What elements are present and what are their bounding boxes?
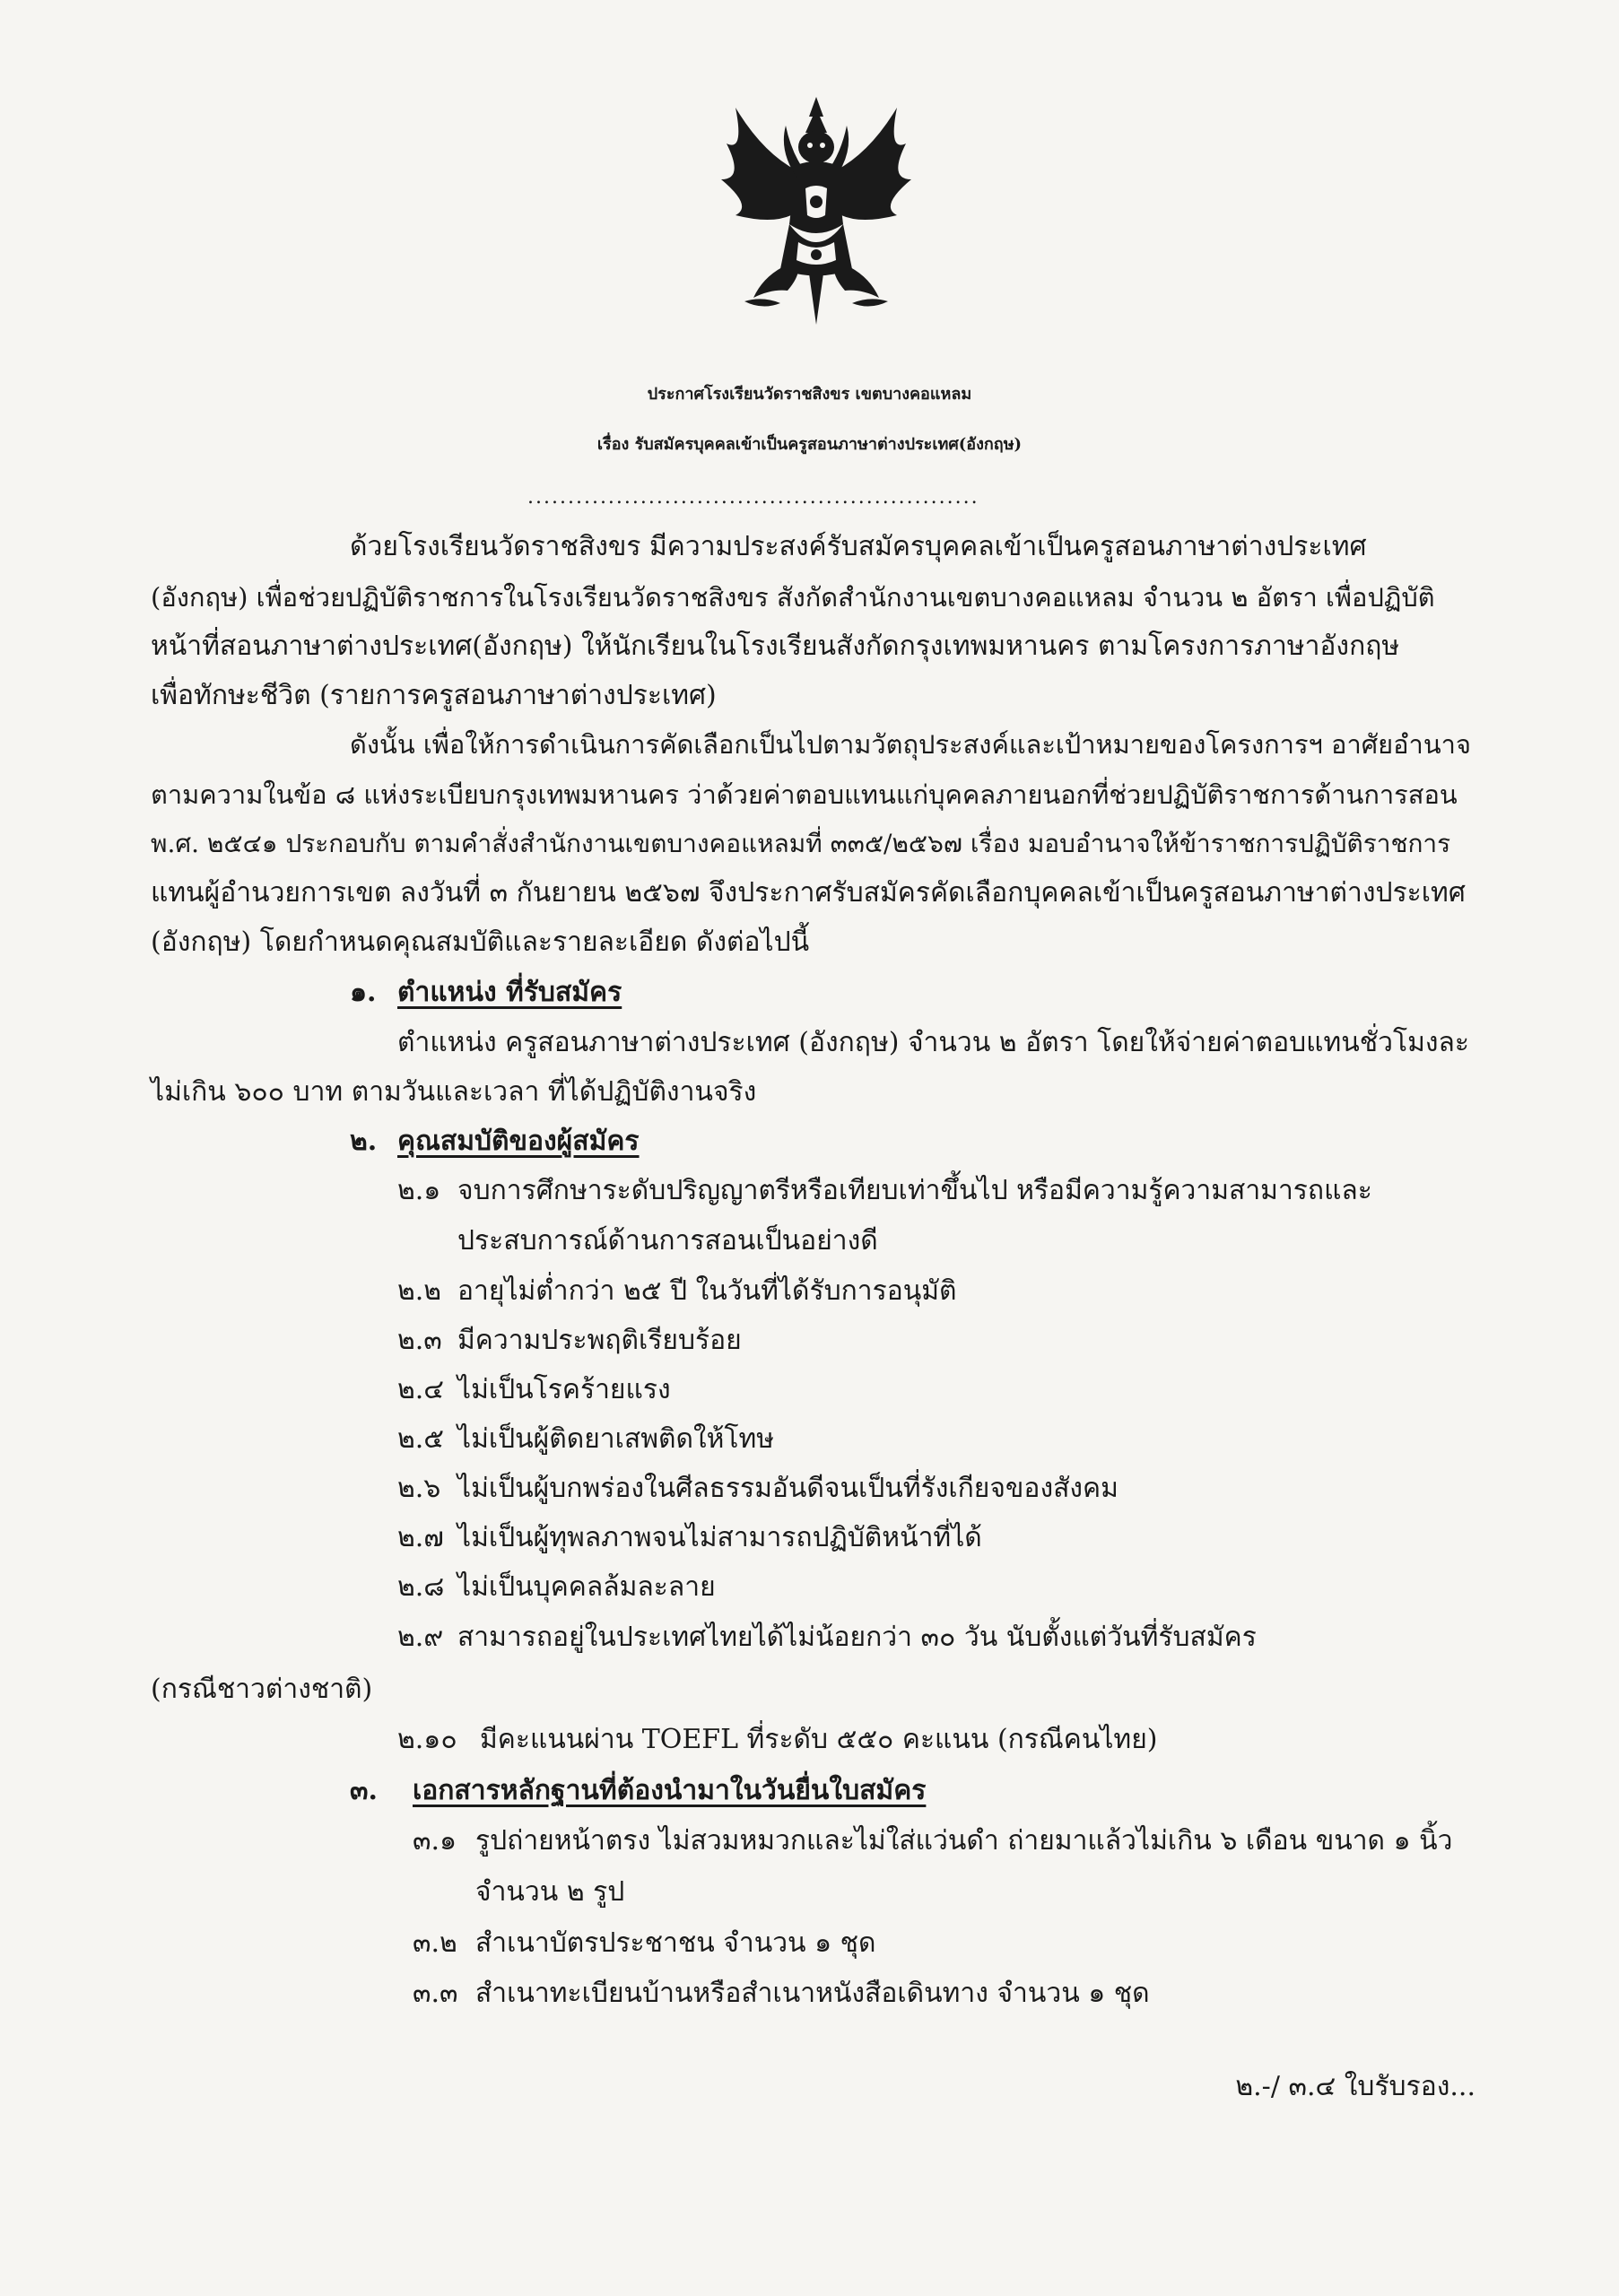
item-text: สามารถอยู่ในประเทศไทยได้ไม่น้อยกว่า ๓๐ วัน นับตั้งแต่วันที่รับสมัคร: [457, 1622, 1257, 1653]
item-text: มีความประพฤติเรียบร้อย: [457, 1325, 742, 1356]
section1-heading: ตำแหน่ง ที่รับสมัคร: [397, 977, 622, 1008]
item-text: ไม่เป็นผู้ติดยาเสพติดให้โทษ: [457, 1423, 775, 1455]
item-number: ๒.๒: [397, 1275, 442, 1307]
item-text: มีคะแนนผ่าน TOEFL ที่ระดับ ๕๕๐ คะแนน (กรณีคนไทย): [480, 1724, 1158, 1755]
item-text: ไม่เป็นผู้บกพร่องในศีลธรรมอันดีจนเป็นที่รังเกียจของสังคม: [457, 1473, 1119, 1504]
announcement-subject: เรื่อง รับสมัครบุคคลเข้าเป็นครูสอนภาษาต่างประเทศ(อังกฤษ): [596, 435, 1023, 454]
item-number: ๒.๓: [397, 1325, 442, 1356]
intro-p2-line-1: ดังนั้น เพื่อให้การดำเนินการคัดเลือกเป็นไปตามวัตถุประสงค์และเป้าหมายของโครงการฯ อาศัยอำนาจ: [350, 729, 1471, 760]
section3-heading: เอกสารหลักฐานที่ต้องนำมาในวันยื่นใบสมัคร: [413, 1775, 927, 1806]
item-number: ๓.๒: [413, 1927, 457, 1959]
item-number: ๒.๙: [397, 1622, 444, 1653]
item-text: จบการศึกษาระดับปริญญาตรีหรือเทียบเท่าขึ้นไป หรือมีความรู้ความสามารถและ: [457, 1175, 1372, 1206]
header-divider: ........................................................: [527, 486, 979, 509]
item-text: ไม่เป็นผู้ทุพลภาพจนไม่สามารถปฏิบัติหน้าที่ได้: [457, 1522, 982, 1553]
item-text-cont: ประสบการณ์ด้านการสอนเป็นอย่างดี: [457, 1225, 878, 1257]
item-number: ๓.๓: [413, 1978, 458, 2009]
item-number: ๒.๘: [397, 1571, 445, 1603]
page-continuation: ๒.-/ ๓.๔ ใบรับรอง...: [1235, 2071, 1475, 2102]
intro-p1-line-1: ด้วยโรงเรียนวัดราชสิงขร มีความประสงค์รับสมัครบุคคลเข้าเป็นครูสอนภาษาต่างประเทศ: [350, 531, 1367, 562]
intro-p1-line-4: เพื่อทักษะชีวิต (รายการครูสอนภาษาต่างประเทศ): [151, 680, 717, 711]
item-number: ๒.๗: [397, 1522, 444, 1553]
item-text: ไม่เป็นบุคคลล้มละลาย: [457, 1571, 716, 1603]
intro-p2-line-3: พ.ศ. ๒๕๔๑ ประกอบกับ ตามคำสั่งสำนักงานเขตบางคอแหลมที่ ๓๓๕/๒๕๖๗ เรื่อง มอบอำนาจให้ข้าราชการปฏิบัติราชการ: [151, 829, 1451, 858]
section2-heading: คุณสมบัติของผู้สมัคร: [397, 1126, 640, 1157]
item-text: สำเนาบัตรประชาชน จำนวน ๑ ชุด: [475, 1927, 876, 1959]
item-number: ๓.๑: [413, 1825, 457, 1857]
section1-number: ๑.: [350, 977, 377, 1008]
item-text: อายุไม่ต่ำกว่า ๒๕ ปี ในวันที่ได้รับการอนุมัติ: [457, 1275, 957, 1307]
item-text-cont: (กรณีชาวต่างชาติ): [151, 1674, 373, 1705]
item-number: ๒.๕: [397, 1423, 445, 1455]
item-number: ๒.๖: [397, 1473, 441, 1504]
intro-p1-line-2: (อังกฤษ) เพื่อช่วยปฏิบัติราชการในโรงเรียนวัดราชสิงขร สังกัดสำนักงานเขตบางคอแหลม จำนวน ๒ อัตรา เพื่อปฏิบัติ: [151, 582, 1435, 613]
section1-line-2: ไม่เกิน ๖๐๐ บาท ตามวันและเวลา ที่ได้ปฏิบัติงานจริง: [151, 1076, 757, 1108]
intro-p2-line-4: แทนผู้อำนวยการเขต ลงวันที่ ๓ กันยายน ๒๕๖๗ จึงประกาศรับสมัครคัดเลือกบุคคลเข้าเป็นครูสอนภาษาต่างประเทศ: [151, 877, 1466, 909]
item-text: สำเนาทะเบียนบ้านหรือสำเนาหนังสือเดินทาง จำนวน ๑ ชุด: [475, 1978, 1150, 2009]
section1-line-1: ตำแหน่ง ครูสอนภาษาต่างประเทศ (อังกฤษ) จำนวน ๒ อัตรา โดยให้จ่ายค่าตอบแทนชั่วโมงละ: [397, 1027, 1470, 1058]
garuda-emblem-icon: [709, 90, 924, 332]
item-number: ๒.๑๐: [397, 1724, 457, 1755]
item-text-cont: จำนวน ๒ รูป: [475, 1876, 625, 1908]
item-number: ๒.๔: [397, 1374, 445, 1405]
item-text: รูปถ่ายหน้าตรง ไม่สวมหมวกและไม่ใส่แว่นดำ ถ่ายมาแล้วไม่เกิน ๖ เดือน ขนาด ๑ นิ้ว: [475, 1825, 1453, 1857]
section3-number: ๓.: [350, 1775, 378, 1806]
section2-number: ๒.: [350, 1126, 378, 1157]
item-text: ไม่เป็นโรคร้ายแรง: [457, 1374, 671, 1405]
intro-p1-line-3: หน้าที่สอนภาษาต่างประเทศ(อังกฤษ) ให้นักเรียนในโรงเรียนสังกัดกรุงเทพมหานคร ตามโครงการภาษาอังกฤษ: [151, 631, 1400, 662]
announcement-title: ประกาศโรงเรียนวัดราชสิงขร เขตบางคอแหลม: [647, 385, 972, 404]
intro-p2-line-5: (อังกฤษ) โดยกำหนดคุณสมบัติและรายละเอียด ดังต่อไปนี้: [151, 926, 810, 958]
item-number: ๒.๑: [397, 1175, 441, 1206]
intro-p2-line-2: ตามความในข้อ ๘ แห่งระเบียบกรุงเทพมหานคร ว่าด้วยค่าตอบแทนแก่บุคคลภายนอกที่ช่วยปฏิบัติราชการด้านการสอน: [151, 779, 1458, 810]
